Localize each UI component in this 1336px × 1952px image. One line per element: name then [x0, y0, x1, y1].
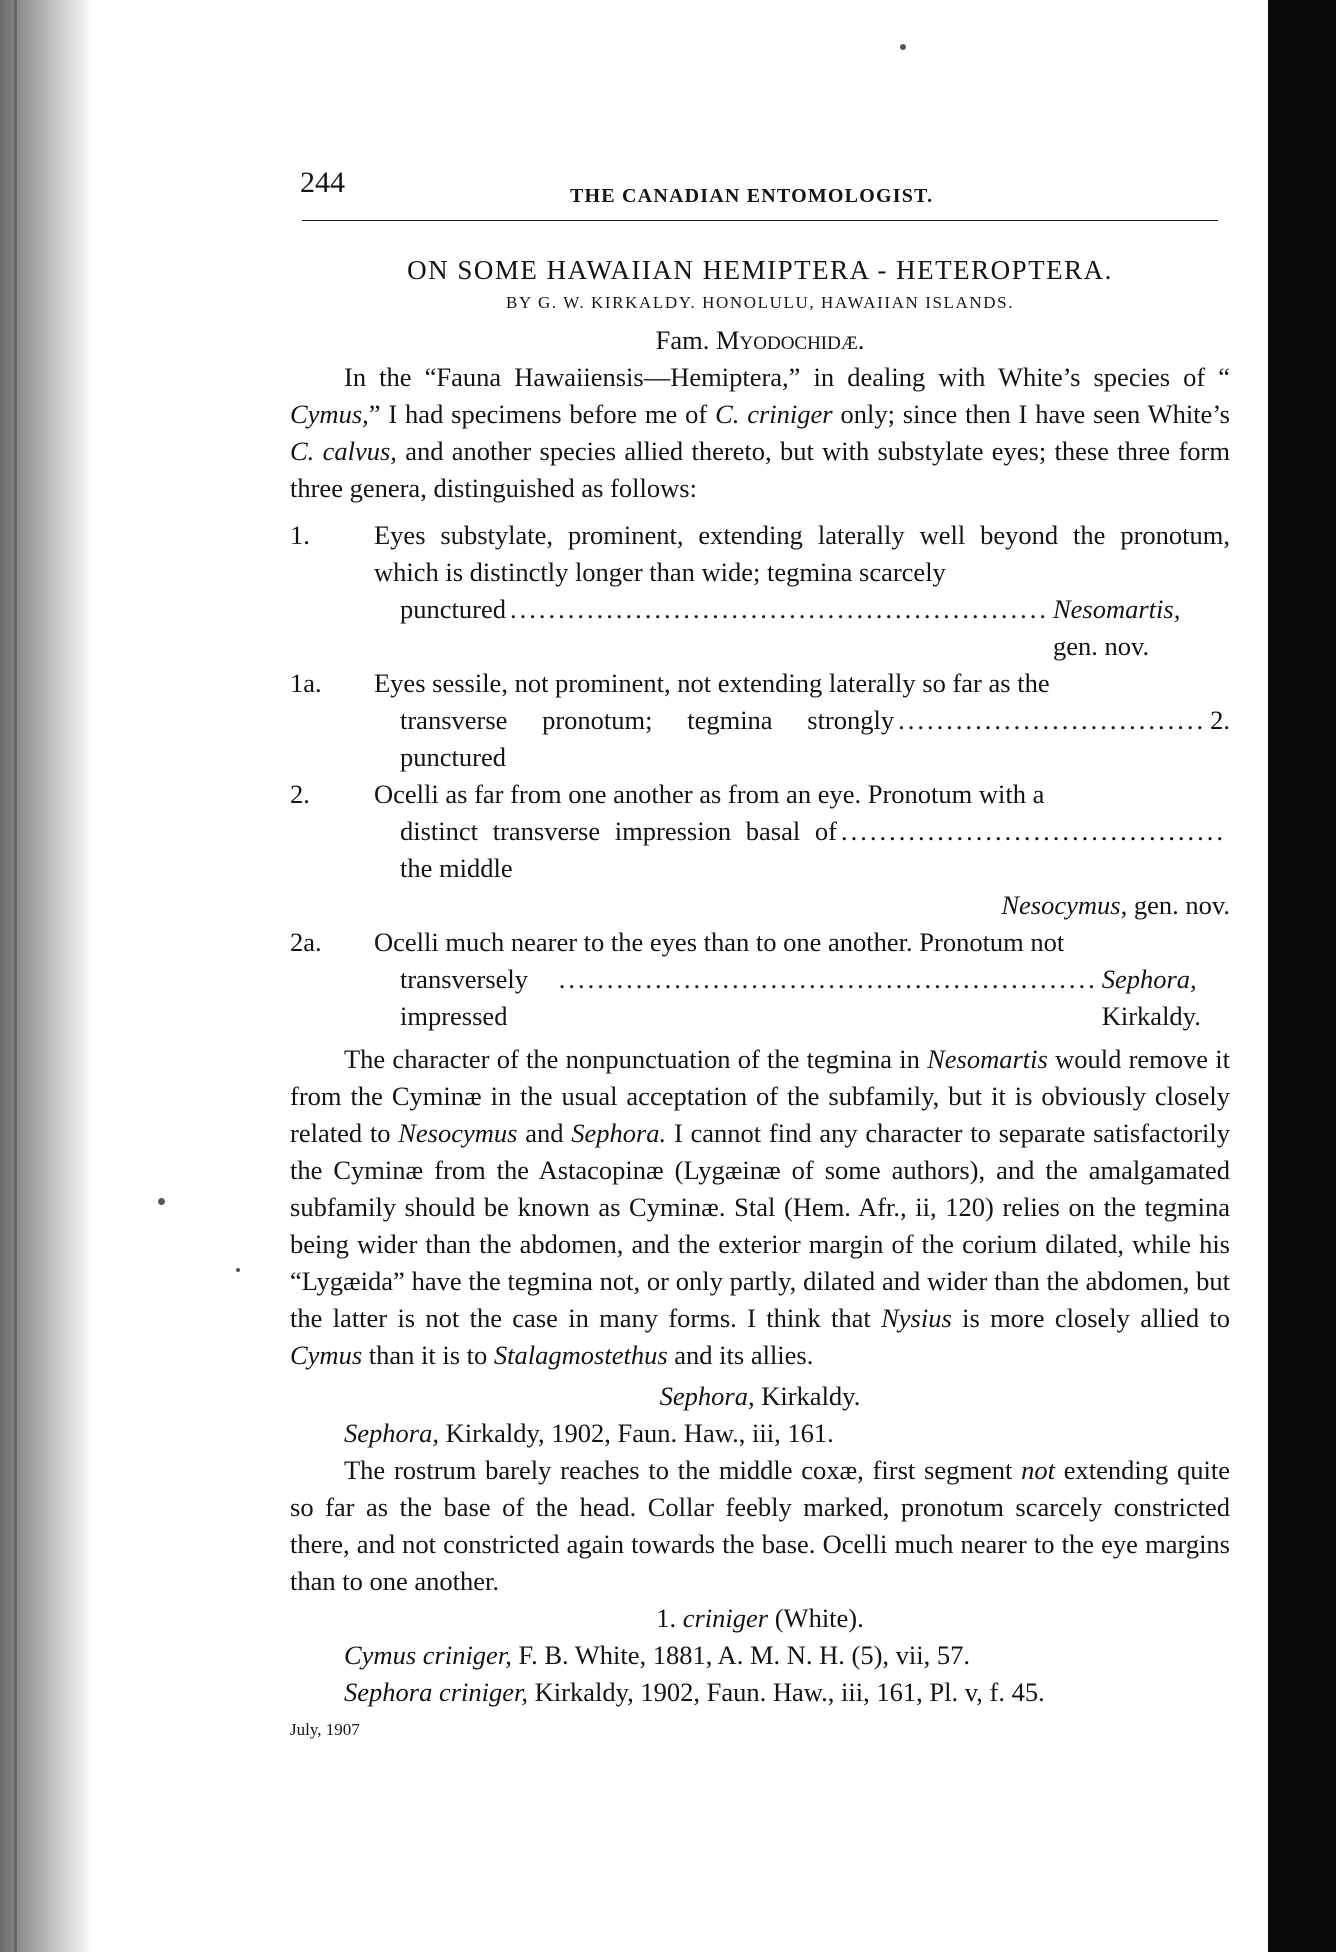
genus-name: Nesocymus, — [1001, 890, 1128, 920]
header-rule — [302, 220, 1218, 221]
key-leader: transverse pronotum; tegmina strongly punctured ................................ 2. — [374, 702, 1230, 776]
scan-speck — [900, 44, 906, 50]
key-couplet-2a — [290, 924, 1230, 1035]
binding-gutter — [0, 0, 92, 1952]
scan-background — [1268, 0, 1336, 1952]
issue-date: July, 1907 — [290, 1720, 360, 1739]
key-number: 2. — [290, 779, 310, 809]
synonym-entry: Sephora criniger, Kirkaldy, 1902, Faun. Haw., iii, 161, Pl. v, f. 45. — [344, 1677, 1045, 1707]
intro-paragraph: In the “Fauna Hawaiiensis—Hemiptera,” in dealing with White’s species of “ Cymus,” I had specimens before me of C. criniger only; since then I have seen White’s C. calvus, and another species allied thereto, but with substylate eyes; these three form three genera, distinguished as follows: — [290, 362, 1230, 503]
key-leader: punctured ........................................................ Nesomartis, gen. nov. — [400, 594, 1181, 661]
scan-speck — [158, 1198, 165, 1205]
key-couplet-1a — [290, 665, 1230, 776]
key-number: 1. — [290, 520, 310, 550]
family-name: Myodochidæ. — [715, 325, 865, 355]
genus-name: Nesomartis, — [1052, 594, 1181, 624]
key-couplet-2 — [290, 776, 1230, 924]
genus-citation: Sephora, Kirkaldy, 1902, Faun. Haw., iii, 161. — [344, 1418, 834, 1448]
key-result: Nesocymus, gen. nov. — [1001, 890, 1230, 920]
key-couplet-1 — [290, 517, 1230, 665]
family-prefix: Fam. — [655, 325, 716, 355]
key-text: Eyes sessile, not prominent, not extending laterally so far as the — [374, 668, 1050, 698]
journal-title: THE CANADIAN ENTOMOLOGIST. — [570, 185, 934, 207]
key-leader: distinct transverse impression basal of the middle ........................................ — [400, 816, 1226, 883]
species-heading: 1. criniger (White). — [656, 1603, 864, 1633]
scan-speck — [236, 1268, 240, 1272]
key-number: 1a. — [290, 668, 322, 698]
discussion-paragraph: The character of the nonpunctuation of the tegmina in Nesomartis would remove it from the Cyminæ in the usual acceptation of the subfamily, but it is obviously closely related to Nesocymus and Sephora. I cannot find any character to separate satisfactorily the Cyminæ from the Astacopinæ (Lygæinæ of some authors), and the amalgamated subfamily should be known as Cyminæ. Stal (Hem. Afr., ii, 120) relies on the tegmina being wider than the abdomen, and the exterior margin of the corium dilated, while his “Lygæida” have the tegmina not, or only partly, dilated and wider than the abdomen, but the latter is not the case in many forms. I think that Nysius is more closely allied to Cymus than it is to Stalagmostethus and its allies. — [290, 1044, 1230, 1370]
key-number: 2a. — [290, 927, 322, 957]
key-leader: transversely impressed ........................................................ Sephora, Kirkaldy. — [400, 964, 1201, 1031]
key-text: Eyes substylate, prominent, extending laterally well beyond the pronotum, which is distinctly longer than wide; tegmina scarcely — [374, 520, 1230, 587]
article-title: ON SOME HAWAIIAN HEMIPTERA - HETEROPTERA. — [407, 255, 1113, 285]
genus-name: Sephora, — [1101, 964, 1197, 994]
author-byline: BY G. W. KIRKALDY. HONOLULU, HAWAIIAN ISLANDS. — [505, 293, 1015, 312]
family-heading — [290, 322, 1230, 359]
genus-heading: Sephora, Kirkaldy. — [659, 1381, 861, 1411]
running-head — [290, 150, 1230, 212]
synonym-entry: Cymus criniger, F. B. White, 1881, A. M. N. H. (5), vii, 57. — [344, 1640, 971, 1670]
genus-description: The rostrum barely reaches to the middle coxæ, first segment not extending quite so far as the base of the head. Collar feebly marked, pronotum scarcely constricted there, and not constricted again towards the base. Ocelli much nearer to the eye margins than to one another. — [290, 1455, 1230, 1596]
key-text: Ocelli much nearer to the eyes than to one another. Pronotum not — [374, 927, 1065, 957]
key-reference: 2. — [1210, 705, 1230, 735]
page-content — [290, 150, 1230, 1748]
page-number: 244 — [300, 166, 345, 199]
key-text: Ocelli as far from one another as from an eye. Pronotum with a — [374, 779, 1045, 809]
